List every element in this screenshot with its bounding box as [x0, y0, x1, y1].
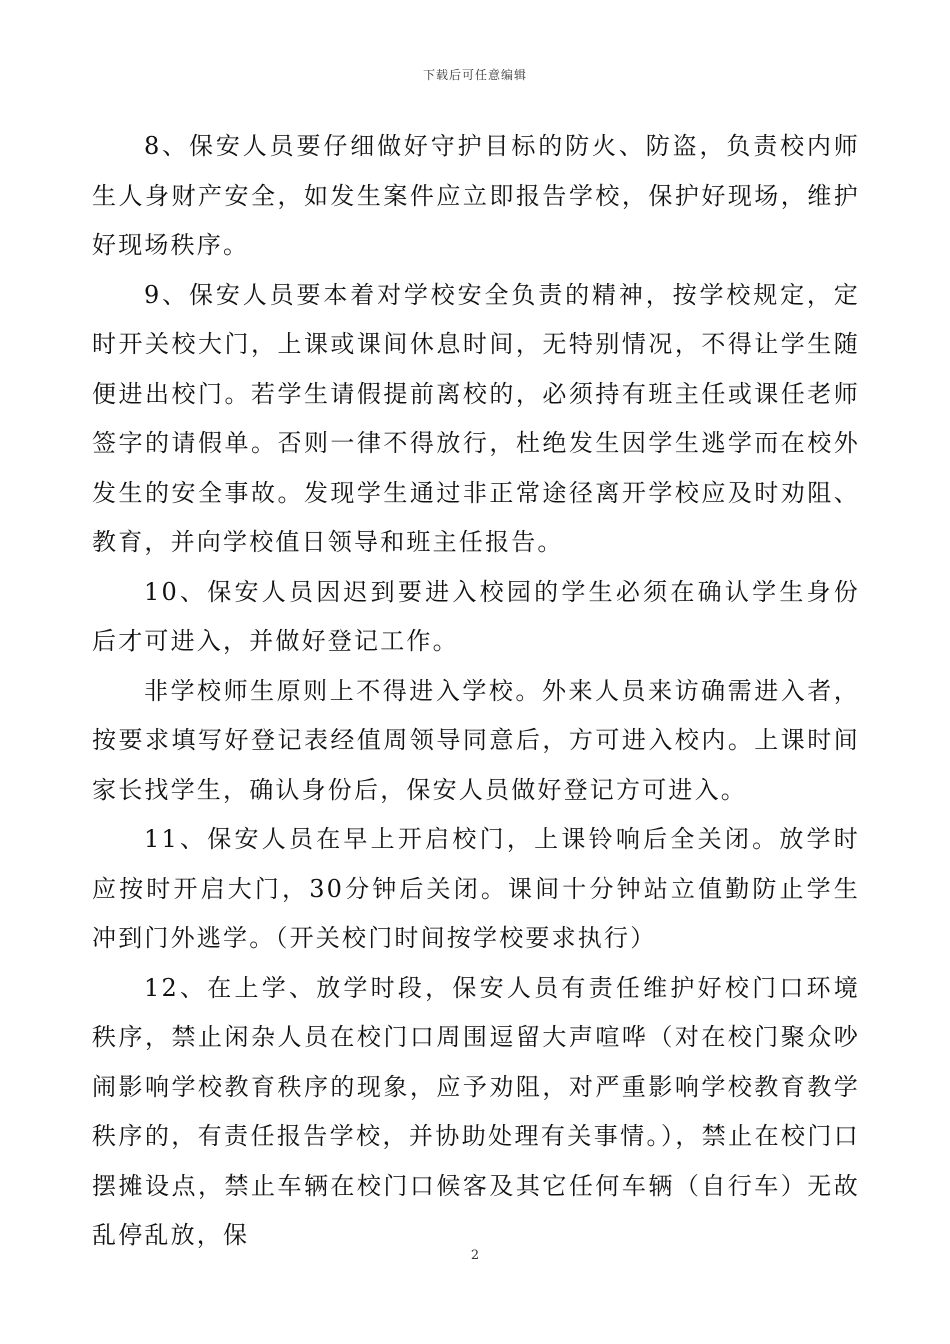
document-body: [92, 122, 860, 1261]
page-number: 2: [470, 1248, 480, 1263]
paragraph-item-10: 10、保安人员因迟到要进入校园的学生必须在确认学生身份后才可进入，并做好登记工作。: [92, 577, 860, 655]
paragraph-item-8: 8、保安人员要仔细做好守护目标的防火、防盗，负责校内师生人身财产安全，如发生案件应立即报告学校，保护好现场，维护好现场秩序。: [92, 132, 860, 259]
paragraph-visitor-rules: 非学校师生原则上不得进入学校。外来人员来访确需进入者，按要求填写好登记表经值周领导同意后，方可进入校内。上课时间家长找学生，确认身份后，保安人员做好登记方可进入。: [92, 676, 860, 804]
header-note: 下载后可任意编辑: [422, 68, 527, 82]
paragraph-item-11: 11、保安人员在早上开启校门，上课铃响后全关闭。放学时应按时开启大门，30分钟后关闭。课间十分钟站立值勤防止学生冲到门外逃学。（开关校门时间按学校要求执行）: [92, 825, 860, 952]
paragraph-item-12: 12、在上学、放学时段，保安人员有责任维护好校门口环境秩序，禁止闲杂人员在校门口周围逗留大声喧哗（对在校门聚众吵闹影响学校教育秩序的现象，应予劝阻，对严重影响学校教育教学秩序的，有责任报告学校，并协助处理有关事情。），禁止在校门口摆摊设点，禁止车辆在校门口候客及其它任何车辆（自行车）无故乱停乱放，保: [92, 973, 860, 1249]
paragraph-item-9: 9、保安人员要本着对学校安全负责的精神，按学校规定，定时开关校大门，上课或课间休息时间，无特别情况，不得让学生随便进出校门。若学生请假提前离校的，必须持有班主任或课任老师签字的请假单。否则一律不得放行，杜绝发生因学生逃学而在校外发生的安全事故。发现学生通过非正常途径离开学校应及时劝阻、教育，并向学校值日领导和班主任报告。: [92, 280, 860, 556]
